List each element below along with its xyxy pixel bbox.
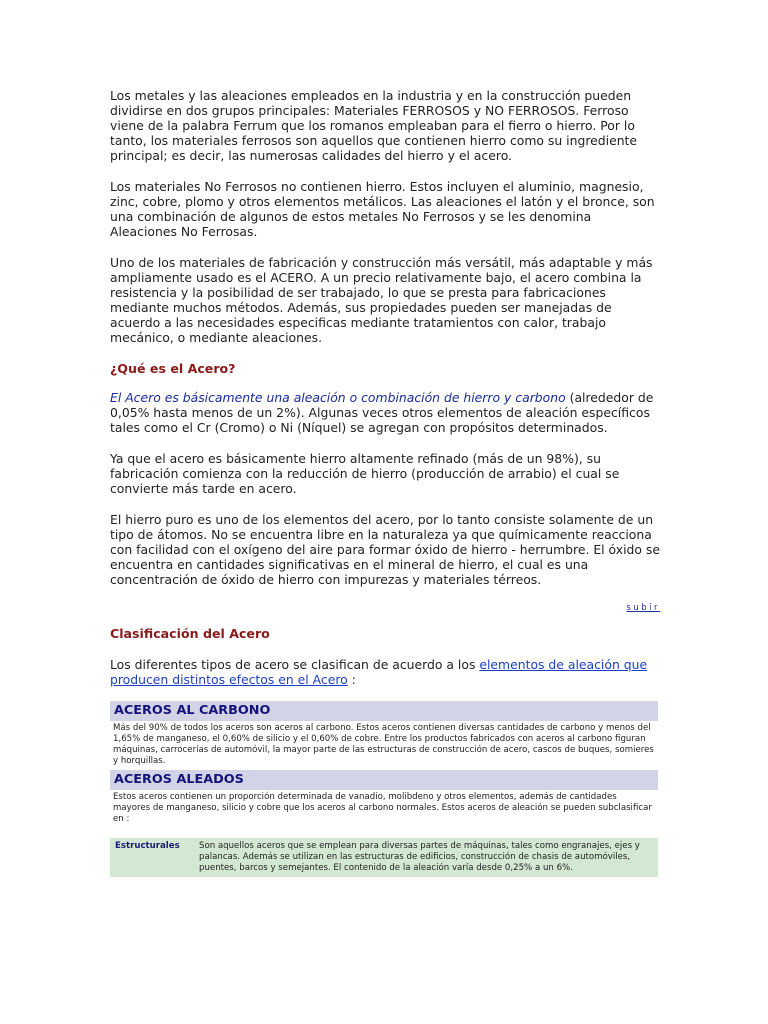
no-ferrosos-paragraph: Los materiales No Ferrosos no contienen hierro. Estos incluyen el aluminio, magnesio, zinc, cobre, plomo y otros elementos metálicos. Las aleaciones el latón y el bronce, son una combinación de algunos de estos metales No Ferrosos y se les denomina Aleaciones No Ferrosas. bbox=[110, 179, 655, 239]
elementos-aleacion-link[interactable]: elementos de aleación que producen distintos efectos en el Acero bbox=[110, 657, 648, 687]
acero-definition-rest: (alrededor de 0,05% hasta menos de un 2%). Algunas veces otros elementos de aleación específicos tales como el Cr (Cromo) o Ni (Níquel) se agregan con propósitos determinados. bbox=[110, 390, 654, 435]
subir-link[interactable]: subir bbox=[626, 603, 660, 613]
document-body bbox=[110, 88, 660, 877]
clasificacion-heading: Clasificación del Acero bbox=[110, 626, 270, 641]
intro-paragraph: Los metales y las aleaciones empleados en la industria y en la construcción pueden dividirse en dos grupos principales: Materiales FERROSOS y NO FERROSOS. Ferroso viene de la palabra Ferrum que los romanos empleaban para el fierro o hierro. Por lo tanto, los materiales ferrosos son aquellos que contienen hierro como su ingrediente principal; es decir, las numerosas calidades del hierro y el acero. bbox=[110, 88, 638, 163]
clasificacion-table bbox=[110, 701, 658, 877]
aceros-aleados-header: ACEROS ALEADOS bbox=[110, 770, 658, 790]
aceros-carbono-text: Más del 90% de todos los aceros son aceros al carbono. Estos aceros contienen diversas cantidades de carbono y menos del 1,65% de manganeso, el 0,60% de silicio y el 0,60% de cobre. Entre los productos fabricados con aceros al carbono figuran máquinas, carrocerías de automóvil, la mayor parte de las estructuras de construcción de acero, cascos de buques, somieres y horquillas. bbox=[113, 723, 654, 766]
acero-versatil-paragraph: Uno de los materiales de fabricación y construcción más versátil, más adaptable y más ampliamente usado es el ACERO. A un precio relativamente bajo, el acero combina la resistencia y la posibilidad de ser trabajado, lo que se presta para fabricaciones mediante muchos métodos. Además, sus propiedades pueden ser manejadas de acuerdo a las necesidades especificas mediante tratamientos con calor, trabajo mecánico, o mediante aleaciones. bbox=[110, 255, 653, 345]
clasificacion-intro bbox=[110, 657, 660, 687]
que-es-heading: ¿Qué es el Acero? bbox=[110, 361, 236, 376]
estructurales-label: Estructurales bbox=[115, 841, 180, 851]
clasificacion-intro-text: Los diferentes tipos de acero se clasifican de acuerdo a los bbox=[110, 657, 480, 672]
estructurales-row bbox=[110, 838, 658, 877]
estructurales-text: Son aquellos aceros que se emplean para diversas partes de máquinas, tales como engranajes, ejes y palancas. Además se utilizan en las estructuras de edificios, construcción de chasis de automóviles, puentes, barcos y semejantes. El contenido de la aleación varía desde 0,25% a un 6%. bbox=[199, 841, 640, 873]
acero-definition-paragraph bbox=[110, 390, 660, 435]
acero-definition-italic: El Acero es básicamente una aleación o combinación de hierro y carbono bbox=[110, 390, 566, 405]
aceros-carbono-header: ACEROS AL CARBONO bbox=[110, 701, 658, 721]
refinado-paragraph: Ya que el acero es básicamente hierro altamente refinado (más de un 98%), su fabricación comienza con la reducción de hierro (producción de arrabio) el cual se convierte más tarde en acero. bbox=[110, 451, 620, 496]
clasificacion-intro-colon: : bbox=[347, 672, 356, 687]
aceros-aleados-text: Estos aceros contienen un proporción determinada de vanadio, molibdeno y otros elementos, además de cantidades mayores de manganeso, silicio y cobre que los aceros al carbono normales. Estos aceros de aleación se pueden subclasificar en : bbox=[113, 792, 652, 824]
subir-row bbox=[110, 598, 660, 613]
hierro-puro-paragraph: El hierro puro es uno de los elementos del acero, por lo tanto consiste solamente de un tipo de átomos. No se encuentra libre en la naturaleza ya que químicamente reacciona con facilidad con el oxígeno del aire para formar óxido de hierro - herrumbre. El óxido se encuentra en cantidades significativas en el mineral de hierro, el cual es una concentración de óxido de hierro con impurezas y materiales térreos. bbox=[110, 512, 660, 587]
